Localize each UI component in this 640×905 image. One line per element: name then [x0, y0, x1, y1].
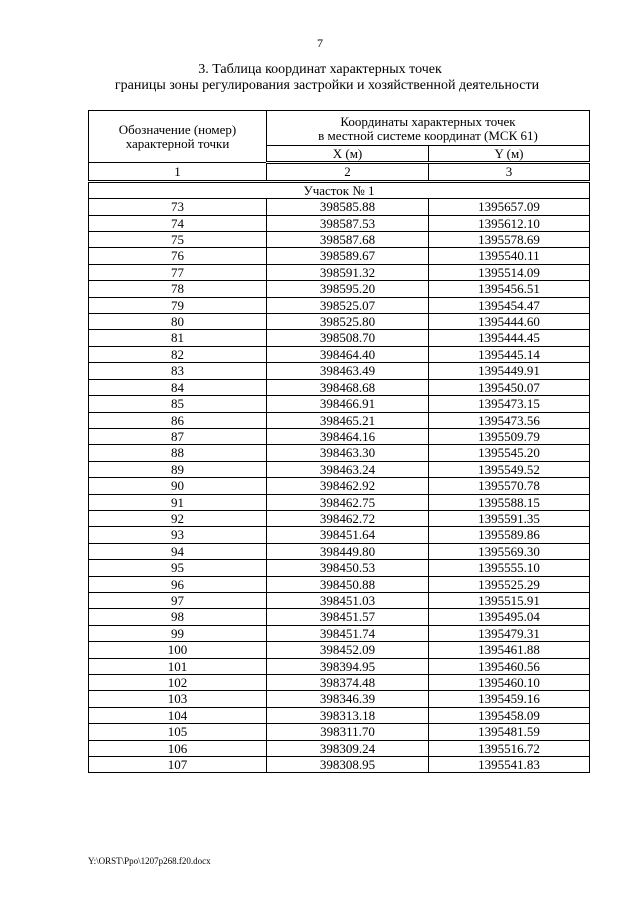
table-row [89, 297, 590, 313]
x-coordinate-cell: 398451.64 [267, 527, 429, 543]
y-coordinate-cell: 1395612.10 [429, 215, 590, 231]
point-number-cell: 107 [89, 757, 267, 773]
x-coordinate-cell: 398463.30 [267, 445, 429, 461]
point-number-cell: 100 [89, 642, 267, 658]
y-coordinate-cell: 1395456.51 [429, 281, 590, 297]
y-coordinate-cell: 1395540.11 [429, 248, 590, 264]
table-row [89, 707, 590, 723]
table-row [89, 330, 590, 346]
y-coordinate-cell: 1395541.83 [429, 757, 590, 773]
table-row [89, 560, 590, 576]
y-coordinate-cell: 1395555.10 [429, 560, 590, 576]
table-row [89, 543, 590, 559]
x-coordinate-cell: 398346.39 [267, 691, 429, 707]
x-coordinate-cell: 398589.67 [267, 248, 429, 264]
point-number-cell: 105 [89, 724, 267, 740]
y-coordinate-cell: 1395460.10 [429, 675, 590, 691]
header-coordinates-line-1: Координаты характерных точек [340, 114, 516, 129]
point-number-cell: 106 [89, 740, 267, 756]
page-number: 7 [317, 36, 323, 50]
x-coordinate-cell: 398462.72 [267, 510, 429, 526]
y-coordinate-cell: 1395545.20 [429, 445, 590, 461]
y-coordinate-cell: 1395549.52 [429, 461, 590, 477]
y-coordinate-cell: 1395591.35 [429, 510, 590, 526]
table-row [89, 264, 590, 280]
point-number-cell: 88 [89, 445, 267, 461]
point-number-cell: 78 [89, 281, 267, 297]
table-row [89, 396, 590, 412]
column-number-3: 3 [429, 163, 590, 181]
point-number-cell: 91 [89, 494, 267, 510]
point-number-cell: 90 [89, 478, 267, 494]
y-coordinate-cell: 1395570.78 [429, 478, 590, 494]
y-coordinate-cell: 1395479.31 [429, 625, 590, 641]
y-coordinate-cell: 1395569.30 [429, 543, 590, 559]
point-number-cell: 96 [89, 576, 267, 592]
point-number-cell: 81 [89, 330, 267, 346]
point-number-cell: 75 [89, 232, 267, 248]
x-coordinate-cell: 398309.24 [267, 740, 429, 756]
x-coordinate-cell: 398449.80 [267, 543, 429, 559]
table-row [89, 281, 590, 297]
y-coordinate-cell: 1395454.47 [429, 297, 590, 313]
y-coordinate-cell: 1395444.45 [429, 330, 590, 346]
y-coordinate-cell: 1395444.60 [429, 314, 590, 330]
y-coordinate-cell: 1395509.79 [429, 428, 590, 444]
header-coordinates-line-2: в местной системе координат (МСК 61) [318, 128, 538, 143]
coordinates-table [88, 110, 590, 773]
y-coordinate-cell: 1395481.59 [429, 724, 590, 740]
header-coordinates [267, 111, 590, 146]
point-number-cell: 76 [89, 248, 267, 264]
x-coordinate-cell: 398508.70 [267, 330, 429, 346]
y-coordinate-cell: 1395589.86 [429, 527, 590, 543]
table-row [89, 232, 590, 248]
table-row [89, 691, 590, 707]
x-coordinate-cell: 398463.49 [267, 363, 429, 379]
table-row [89, 461, 590, 477]
x-coordinate-cell: 398587.53 [267, 215, 429, 231]
x-coordinate-cell: 398585.88 [267, 199, 429, 215]
y-coordinate-cell: 1395445.14 [429, 346, 590, 362]
y-coordinate-cell: 1395450.07 [429, 379, 590, 395]
point-number-cell: 82 [89, 346, 267, 362]
file-path-footer: Y:\ORST\Ppo\1207p268.f20.docx [88, 856, 211, 866]
x-coordinate-cell: 398464.40 [267, 346, 429, 362]
table-row [89, 625, 590, 641]
x-coordinate-cell: 398465.21 [267, 412, 429, 428]
y-coordinate-cell: 1395657.09 [429, 199, 590, 215]
table-row [89, 724, 590, 740]
y-coordinate-cell: 1395514.09 [429, 264, 590, 280]
point-number-cell: 73 [89, 199, 267, 215]
point-number-cell: 104 [89, 707, 267, 723]
y-coordinate-cell: 1395460.56 [429, 658, 590, 674]
table-row [89, 445, 590, 461]
y-coordinate-cell: 1395588.15 [429, 494, 590, 510]
y-coordinate-cell: 1395473.15 [429, 396, 590, 412]
y-coordinate-cell: 1395461.88 [429, 642, 590, 658]
y-coordinate-cell: 1395515.91 [429, 592, 590, 608]
document-title [0, 62, 640, 94]
y-coordinate-cell: 1395458.09 [429, 707, 590, 723]
point-number-cell: 102 [89, 675, 267, 691]
x-coordinate-cell: 398464.16 [267, 428, 429, 444]
header-x: X (м) [267, 146, 429, 163]
table-row [89, 757, 590, 773]
table-row [89, 428, 590, 444]
point-number-cell: 86 [89, 412, 267, 428]
y-coordinate-cell: 1395578.69 [429, 232, 590, 248]
x-coordinate-cell: 398462.92 [267, 478, 429, 494]
point-number-cell: 85 [89, 396, 267, 412]
table-row [89, 658, 590, 674]
x-coordinate-cell: 398468.68 [267, 379, 429, 395]
table-row [89, 379, 590, 395]
table-row [89, 740, 590, 756]
point-number-cell: 98 [89, 609, 267, 625]
point-number-cell: 79 [89, 297, 267, 313]
x-coordinate-cell: 398308.95 [267, 757, 429, 773]
table-row [89, 527, 590, 543]
table-row [89, 510, 590, 526]
x-coordinate-cell: 398591.32 [267, 264, 429, 280]
column-number-1: 1 [89, 163, 267, 181]
point-number-cell: 94 [89, 543, 267, 559]
table-row [89, 363, 590, 379]
x-coordinate-cell: 398451.74 [267, 625, 429, 641]
y-coordinate-cell: 1395449.91 [429, 363, 590, 379]
y-coordinate-cell: 1395495.04 [429, 609, 590, 625]
point-number-cell: 92 [89, 510, 267, 526]
point-number-cell: 77 [89, 264, 267, 280]
x-coordinate-cell: 398463.24 [267, 461, 429, 477]
x-coordinate-cell: 398451.03 [267, 592, 429, 608]
y-coordinate-cell: 1395473.56 [429, 412, 590, 428]
y-coordinate-cell: 1395516.72 [429, 740, 590, 756]
table-row [89, 346, 590, 362]
x-coordinate-cell: 398313.18 [267, 707, 429, 723]
table-row [89, 248, 590, 264]
point-number-cell: 74 [89, 215, 267, 231]
table-row [89, 215, 590, 231]
x-coordinate-cell: 398466.91 [267, 396, 429, 412]
point-number-cell: 84 [89, 379, 267, 395]
x-coordinate-cell: 398452.09 [267, 642, 429, 658]
table-row [89, 675, 590, 691]
point-number-cell: 103 [89, 691, 267, 707]
table-row [89, 576, 590, 592]
point-number-cell: 87 [89, 428, 267, 444]
point-number-cell: 93 [89, 527, 267, 543]
point-number-cell: 89 [89, 461, 267, 477]
point-number-cell: 101 [89, 658, 267, 674]
table-row [89, 592, 590, 608]
section-label: Участок № 1 [89, 181, 590, 198]
point-number-cell: 99 [89, 625, 267, 641]
table-row [89, 314, 590, 330]
x-coordinate-cell: 398462.75 [267, 494, 429, 510]
x-coordinate-cell: 398525.07 [267, 297, 429, 313]
header-point-designation: Обозначение (номер) характерной точки [89, 111, 267, 163]
point-number-cell: 80 [89, 314, 267, 330]
table-row [89, 494, 590, 510]
y-coordinate-cell: 1395525.29 [429, 576, 590, 592]
table-row [89, 609, 590, 625]
x-coordinate-cell: 398525.80 [267, 314, 429, 330]
table-row [89, 642, 590, 658]
x-coordinate-cell: 398587.68 [267, 232, 429, 248]
point-number-cell: 83 [89, 363, 267, 379]
point-number-cell: 95 [89, 560, 267, 576]
x-coordinate-cell: 398450.53 [267, 560, 429, 576]
x-coordinate-cell: 398374.48 [267, 675, 429, 691]
table-row [89, 478, 590, 494]
point-number-cell: 97 [89, 592, 267, 608]
table-row [89, 199, 590, 215]
header-y: Y (м) [429, 146, 590, 163]
x-coordinate-cell: 398595.20 [267, 281, 429, 297]
x-coordinate-cell: 398394.95 [267, 658, 429, 674]
x-coordinate-cell: 398450.88 [267, 576, 429, 592]
x-coordinate-cell: 398451.57 [267, 609, 429, 625]
title-line-1: 3. Таблица координат характерных точек [198, 62, 442, 77]
y-coordinate-cell: 1395459.16 [429, 691, 590, 707]
x-coordinate-cell: 398311.70 [267, 724, 429, 740]
title-line-2: границы зоны регулирования застройки и хозяйственной деятельности [114, 78, 540, 93]
column-number-2: 2 [267, 163, 429, 181]
table-row [89, 412, 590, 428]
